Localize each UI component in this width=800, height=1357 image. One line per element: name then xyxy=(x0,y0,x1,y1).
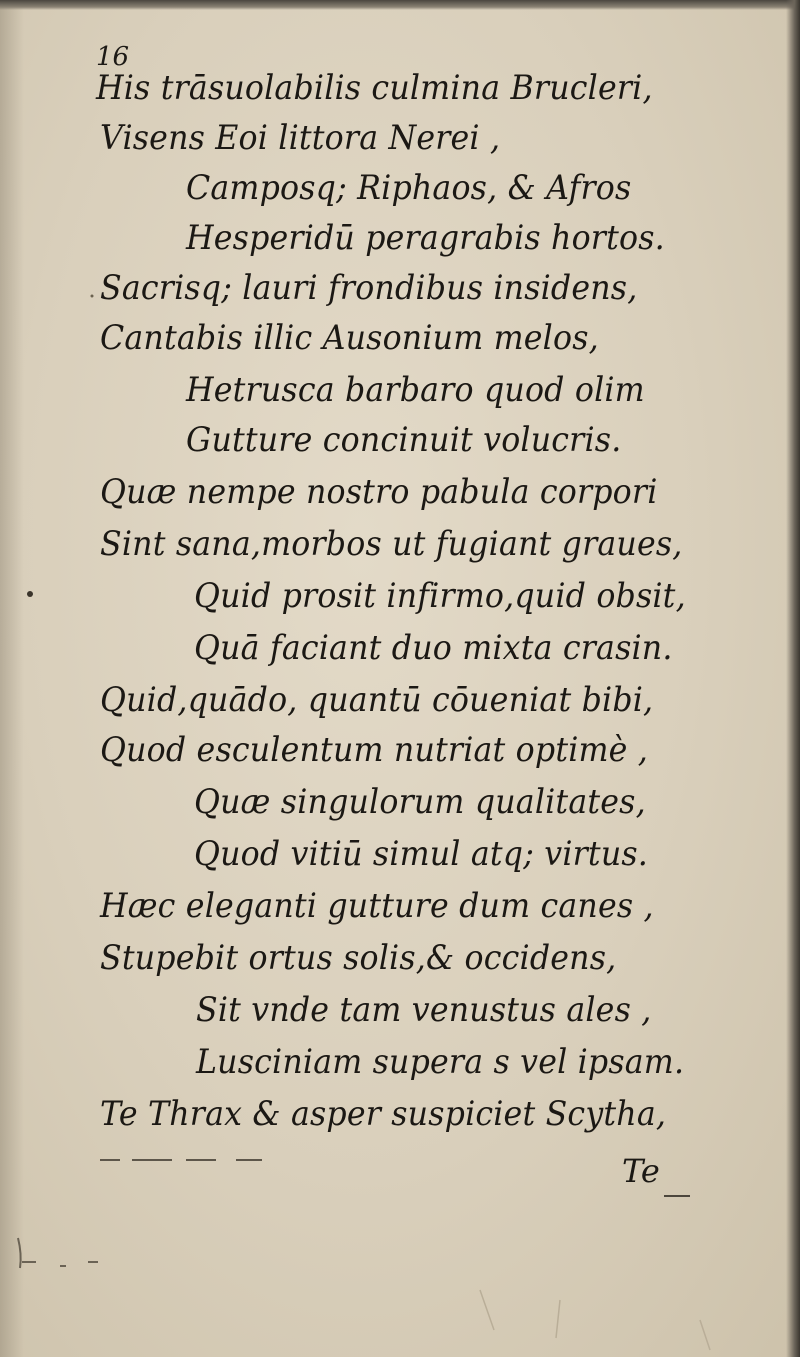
ink-speck xyxy=(27,591,33,597)
verse-line: Sit vnde tam venustus ales , xyxy=(196,990,652,1030)
verse-line: Sint sana,morbos ut fugiant graues, xyxy=(100,524,683,564)
ink-speck xyxy=(91,295,94,298)
catchword: Te xyxy=(622,1152,660,1190)
verse-line: Te Thrax & asper suspiciet Scytha, xyxy=(100,1094,667,1134)
verse-line: Quæ singulorum qualitates, xyxy=(194,782,646,822)
verse-line: Gutture concinuit volucris. xyxy=(186,420,622,460)
verse-line: Quā faciant duo mixta crasin. xyxy=(194,628,673,668)
verse-line: Quod esculentum nutriat optimè , xyxy=(100,730,649,770)
verse-line: Cantabis illic Ausonium melos, xyxy=(100,318,599,358)
verse-line: His trāsuolabilis culmina Brucleri, xyxy=(96,68,653,108)
verse-line: Camposq; Riphaos, & Afros xyxy=(186,168,632,208)
verse-line: Hesperidū peragrabis hortos. xyxy=(186,218,665,258)
bleed-through-marks xyxy=(18,1238,98,1268)
paper-crease xyxy=(480,1290,710,1350)
verse-line: Quid,quādo, quantū cōueniat bibi, xyxy=(100,680,654,720)
verse-line: Stupebit ortus solis,& occidens, xyxy=(100,938,617,978)
verse-line: Quod vitiū simul atq; virtus. xyxy=(194,834,649,874)
verse-line: Hetrusca barbaro quod olim xyxy=(186,370,645,410)
verse-line: Lusciniam supera s vel ipsam. xyxy=(196,1042,685,1082)
page-number: 16 xyxy=(96,42,130,72)
verse-line: Hæc eleganti gutture dum canes , xyxy=(100,886,654,926)
verse-line: Sacrisq; lauri frondibus insidens, xyxy=(100,268,638,308)
verse-line: Quæ nempe nostro pabula corpori xyxy=(100,472,658,512)
verse-line: Quid prosit infirmo,quid obsit, xyxy=(194,576,686,616)
verse-line: Visens Eoi littora Nerei , xyxy=(100,118,501,158)
